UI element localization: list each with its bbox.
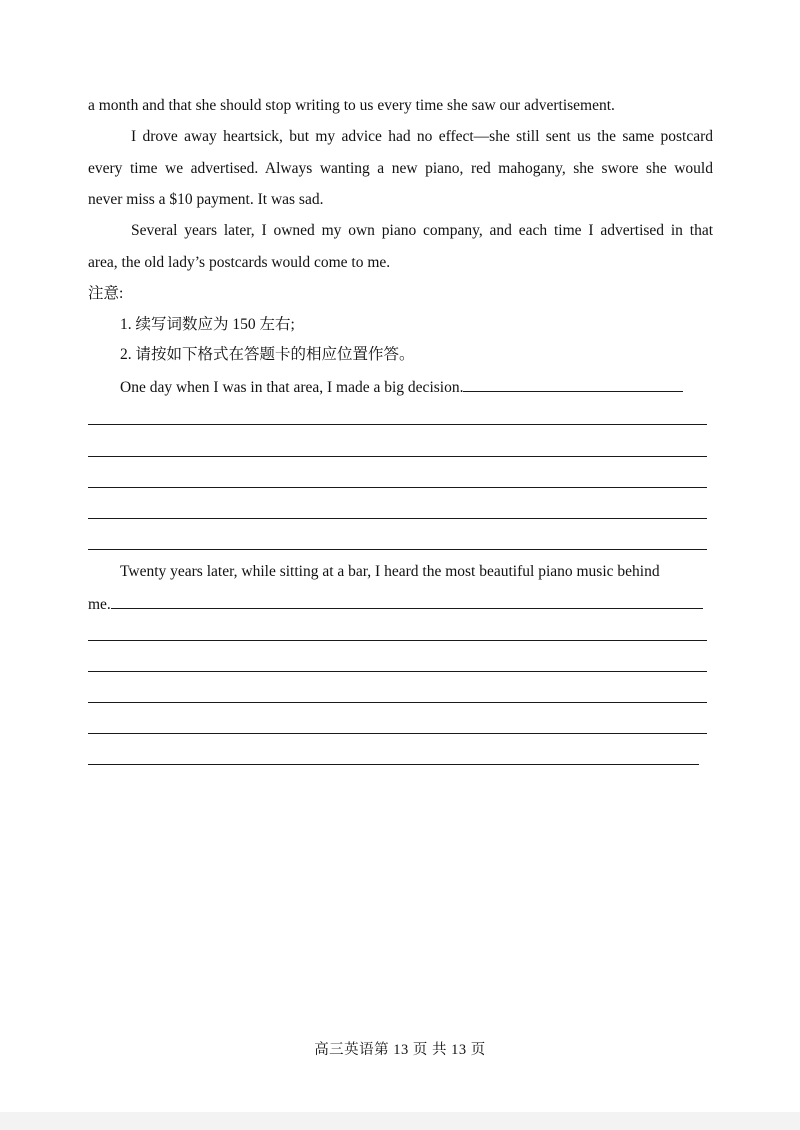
paragraph-1-starter-line (120, 377, 683, 398)
answer-line-p2-4[interactable] (88, 733, 707, 734)
notes-heading: 注意: (88, 285, 124, 302)
answer-line-p1-4[interactable] (88, 518, 707, 519)
paragraph-2-starter-line-2-row (88, 594, 703, 615)
answer-line-p2-5[interactable] (88, 764, 699, 765)
notes-item-1: 1. 续写词数应为 150 左右; (120, 316, 295, 333)
answer-line-p1-3[interactable] (88, 487, 707, 488)
answer-blank-inline-2[interactable] (111, 594, 703, 609)
passage-line-3: every time we advertised. Always wanting a new piano, red mahogany, she swore she would (88, 160, 713, 177)
answer-line-p2-3[interactable] (88, 702, 707, 703)
answer-line-p1-2[interactable] (88, 456, 707, 457)
notes-item-2: 2. 请按如下格式在答题卡的相应位置作答。 (120, 346, 415, 363)
answer-line-p2-1[interactable] (88, 640, 707, 641)
answer-blank-inline-1[interactable] (463, 377, 683, 392)
passage-line-2: I drove away heartsick, but my advice had no effect—she still sent us the same postcard (131, 128, 713, 145)
paragraph-1-starter: One day when I was in that area, I made a big decision. (120, 379, 464, 396)
paragraph-2-starter-line-1: Twenty years later, while sitting at a bar, I heard the most beautiful piano music behind (120, 563, 660, 580)
answer-line-p1-1[interactable] (88, 424, 707, 425)
passage-line-5: Several years later, I owned my own piano company, and each time I advertised in that (131, 222, 713, 239)
answer-line-p1-5[interactable] (88, 549, 707, 550)
passage-line-6: area, the old lady’s postcards would come to me. (88, 254, 391, 271)
answer-line-p2-2[interactable] (88, 671, 707, 672)
paragraph-2-starter-line-2: me. (88, 596, 111, 613)
scan-bottom-edge (0, 1112, 800, 1130)
passage-line-1: a month and that she should stop writing to us every time she saw our advertisement. (88, 97, 615, 114)
passage-line-4: never miss a $10 payment. It was sad. (88, 191, 324, 208)
page-footer: 高三英语第 13 页 共 13 页 (314, 1042, 486, 1058)
